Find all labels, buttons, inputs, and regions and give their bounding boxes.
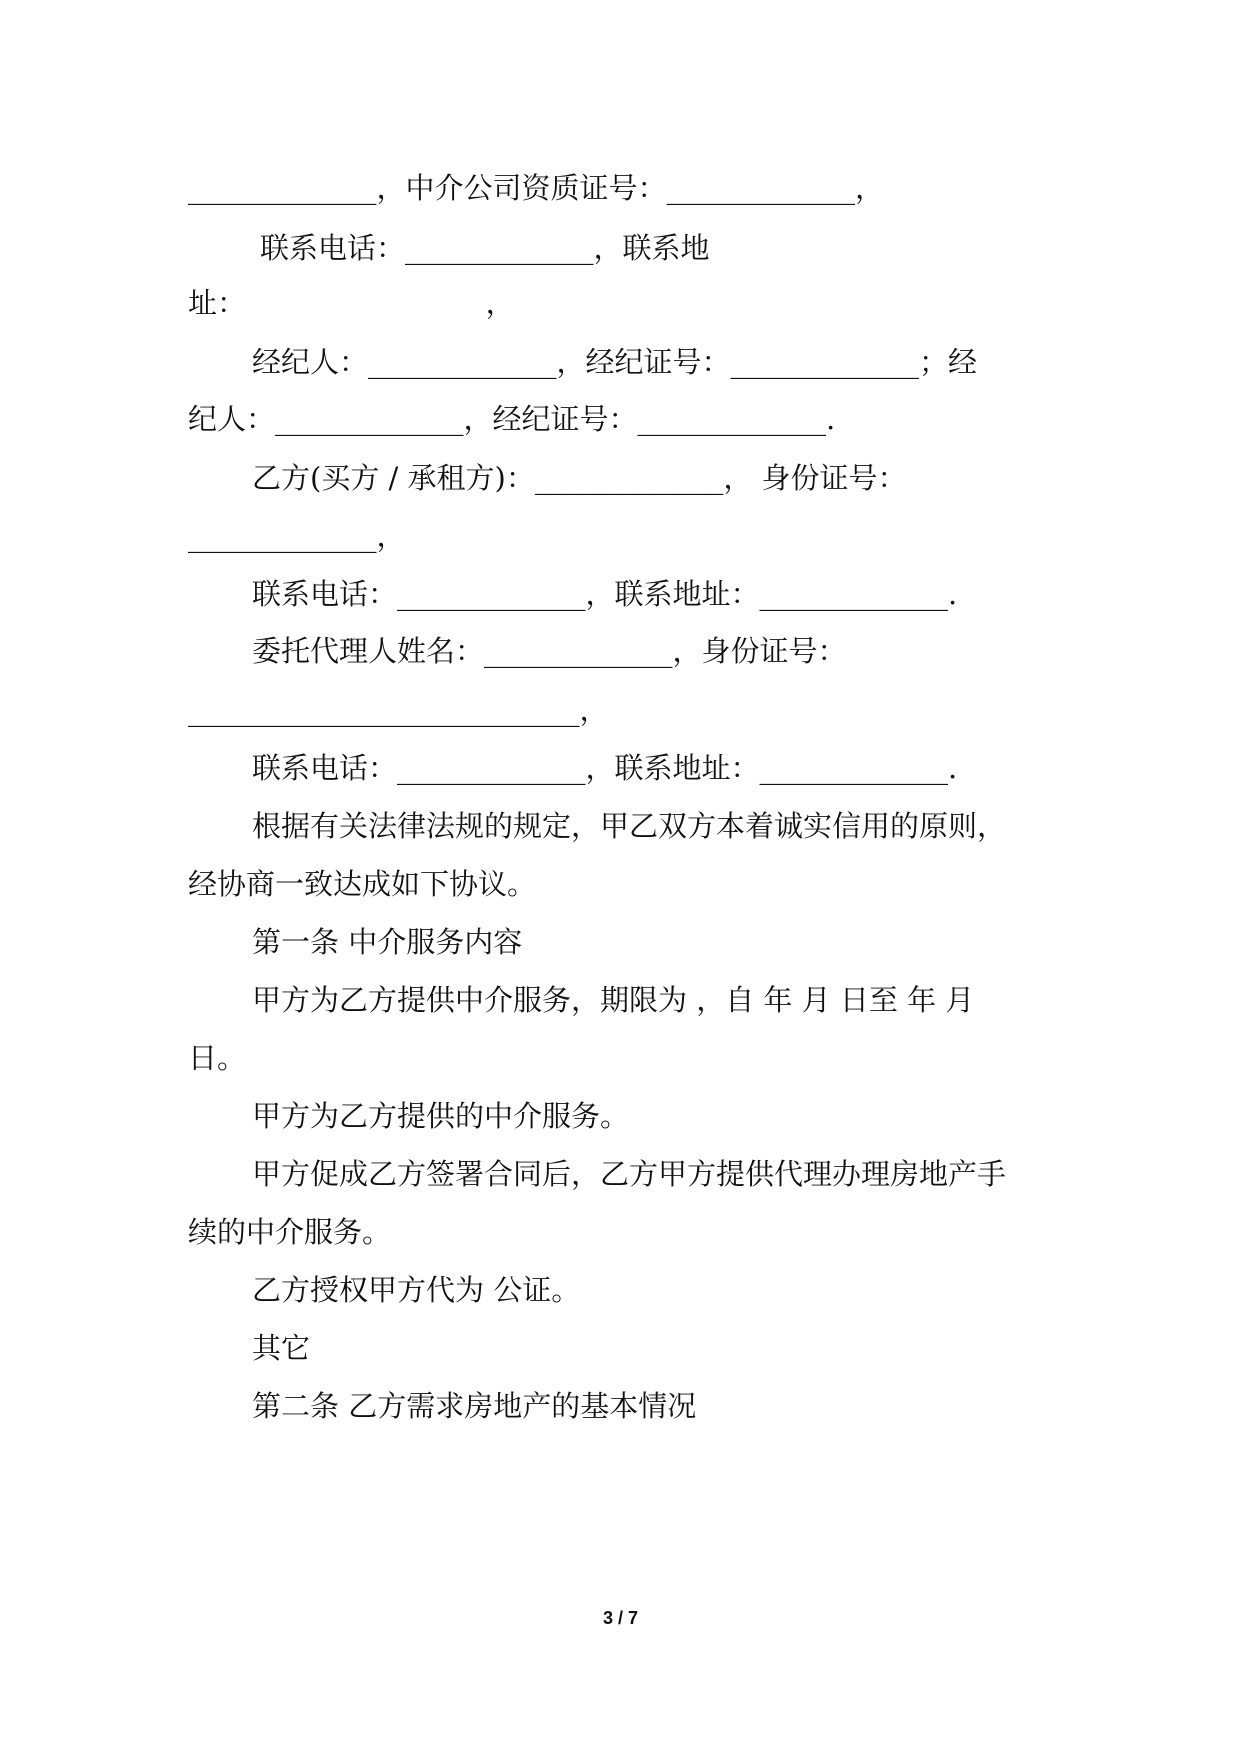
text-line: 委托代理人姓名：_____________，身份证号： xyxy=(252,634,847,668)
text-line: 联系电话：_____________，联系地址：_____________. xyxy=(252,751,958,785)
text-line: 乙方授权甲方代为 公证。 xyxy=(252,1273,581,1307)
section-heading: 第二条 乙方需求房地产的基本情况 xyxy=(252,1389,697,1423)
text-line: _____________，中介公司资质证号：_____________， xyxy=(188,171,885,205)
text-line: _____________， xyxy=(188,519,406,553)
text-line: 根据有关法律法规的规定，甲乙双方本着诚实信用的原则， xyxy=(252,809,1007,843)
text-line: 纪人：_____________，经纪证号：_____________. xyxy=(188,402,836,436)
text-line: 址： ， xyxy=(188,286,515,320)
section-heading: 第一条 中介服务内容 xyxy=(252,925,523,959)
text-line: 其它 xyxy=(252,1331,311,1365)
text-line: 经纪人：_____________，经纪证号：_____________；经 xyxy=(252,345,978,379)
text-line: 甲方为乙方提供的中介服务。 xyxy=(252,1099,630,1133)
text-line: 甲方为乙方提供中介服务，期限为 ，自 年 月 日至 年 月 xyxy=(252,983,975,1017)
text-line: 联系电话：_____________，联系地 xyxy=(260,231,710,265)
text-line: 续的中介服务。 xyxy=(188,1215,392,1249)
text-line: ___________________________， xyxy=(188,693,609,727)
text-line: 甲方促成乙方签署合同后，乙方甲方提供代理办理房地产手 xyxy=(252,1157,1007,1191)
text-line: 乙方(买方 / 承租方)：_____________， 身份证号： xyxy=(252,461,907,495)
text-line: 日。 xyxy=(188,1041,247,1075)
page-number: 3 / 7 xyxy=(602,1608,639,1628)
text-line: 经协商一致达成如下协议。 xyxy=(188,867,537,901)
text-line: 联系电话：_____________，联系地址：_____________. xyxy=(252,577,958,611)
